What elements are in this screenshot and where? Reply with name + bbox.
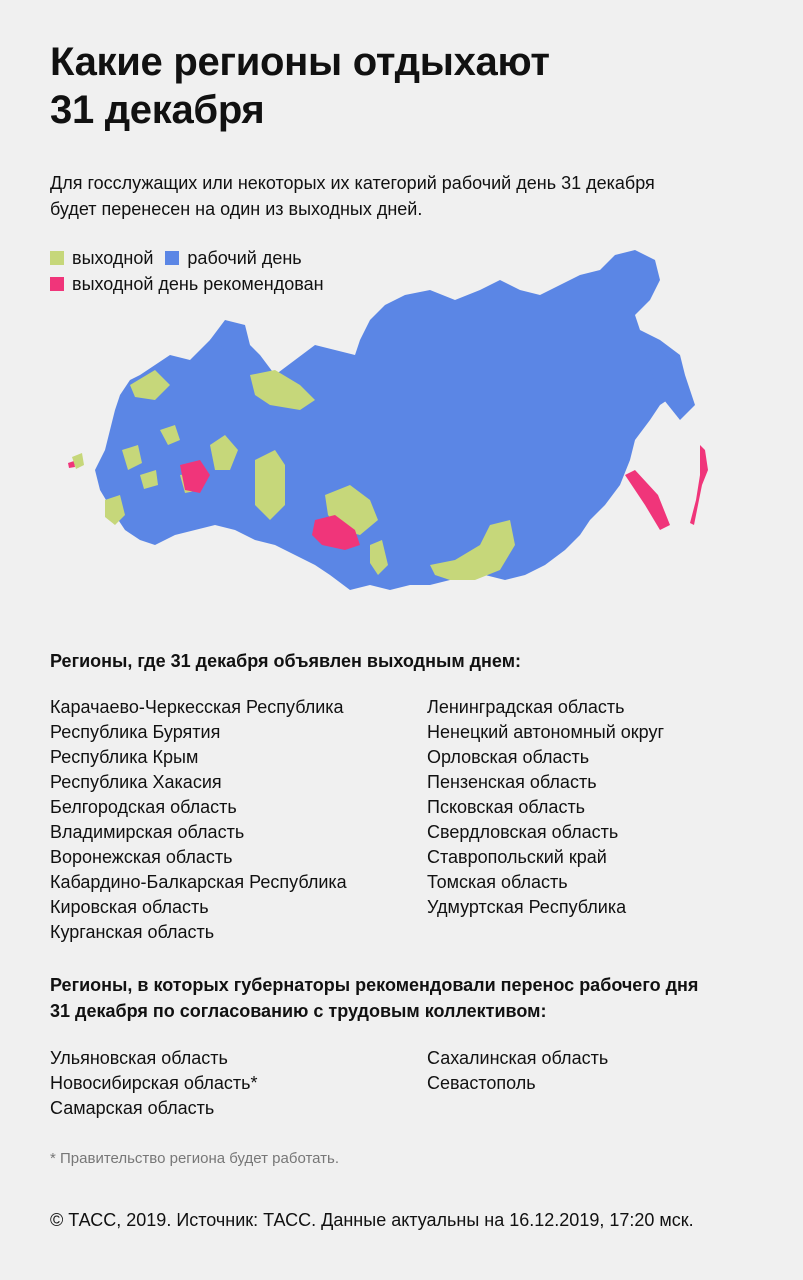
list-item: Республика Хакасия [50,772,222,792]
list-item: Пензенская область [427,772,597,792]
subtitle-line-2: будет перенесен на один из выходных дней. [50,199,423,219]
legend-swatch-holiday [50,251,64,265]
russia-map [60,245,760,615]
legend-row-2 [50,271,336,297]
region-recommended-sakhalin [625,470,670,530]
section2-heading-line-1: Регионы, в которых губернаторы рекомендовали перенос рабочего дня [50,975,699,995]
section2-right-list [427,1046,608,1096]
legend-row-1 [50,245,336,271]
legend [50,245,336,297]
page-title [50,38,750,134]
list-item: Воронежская область [50,847,233,867]
section1-left-list [50,695,347,945]
list-item: Ленинградская область [427,697,625,717]
footnote: * Правительство региона будет работать. [50,1150,340,1167]
russia-mainland [95,250,685,590]
subtitle-line-1: Для госслужащих или некоторых их категорий рабочий день 31 декабря [50,173,655,193]
list-item: Владимирская область [50,822,245,842]
legend-item-workday [165,245,301,271]
region-recommended-kurils [690,445,708,525]
list-item: Севастополь [427,1073,536,1093]
list-item: Новосибирская область* [50,1073,258,1093]
list-item: Томская область [427,872,568,892]
section2-left-list [50,1046,258,1121]
list-item: Орловская область [427,747,590,767]
list-item: Псковская область [427,797,586,817]
list-item: Курганская область [50,922,215,942]
list-item: Удмуртская Республика [427,897,627,917]
legend-label-holiday: выходной [72,248,154,268]
section1-right-list [427,695,664,920]
legend-item-holiday [50,245,153,271]
list-item: Ставропольский край [427,847,607,867]
list-item: Свердловская область [427,822,619,842]
section2-heading-line-2: 31 декабря по согласованию с трудовым коллективом: [50,1001,547,1021]
list-item: Кабардино-Балкарская Республика [50,872,347,892]
section2-heading [50,972,750,1024]
section1-heading: Регионы, где 31 декабря объявлен выходным днем: [50,651,522,671]
list-item: Кировская область [50,897,209,917]
list-item: Республика Бурятия [50,722,221,742]
region-holiday-sverdlovsk [255,450,285,520]
list-item: Ульяновская область [50,1048,228,1068]
list-item: Карачаево-Черкесская Республика [50,697,344,717]
legend-label-workday: рабочий день [187,248,302,268]
legend-swatch-workday [165,251,179,265]
subtitle [50,170,750,222]
list-item: Ненецкий автономный округ [427,722,665,742]
legend-label-recommended: выходной день рекомендован [72,274,324,294]
list-item: Белгородская область [50,797,237,817]
legend-swatch-recommended [50,277,64,291]
title-line-1: Какие регионы отдыхают [50,40,550,84]
list-item: Республика Крым [50,747,199,767]
source-footer: © ТАСС, 2019. Источник: ТАСС. Данные актуальны на 16.12.2019, 17:20 мск. [50,1210,694,1230]
list-item: Самарская область [50,1098,215,1118]
list-item: Сахалинская область [427,1048,609,1068]
title-line-2: 31 декабря [50,88,265,132]
legend-item-recommended [50,271,324,297]
